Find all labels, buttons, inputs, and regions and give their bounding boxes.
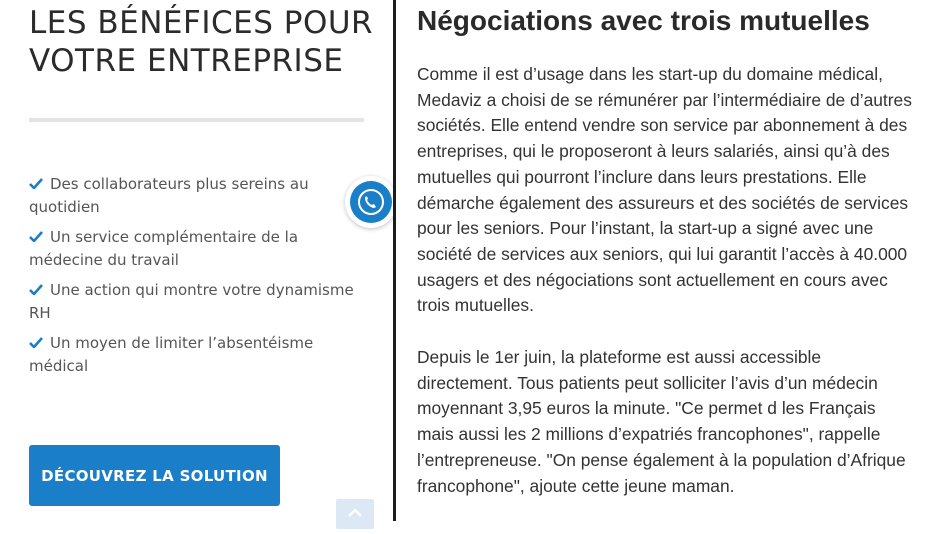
article-paragraph: Depuis le 1er juin, la plateforme est aussi accessible directement. Tous patients peut solliciter l’avis d’un médecin moyennant 3,95 euros la minute. "Ce permet d les Français mais aussi les 2 millions d’expatriés francophones", rappelle l’entrepreneuse. "On pense également à la population d’Afrique francophone", ajoute cette jeune maman. <box>417 347 906 496</box>
check-icon <box>29 284 43 295</box>
discover-solution-button[interactable]: DÉCOUVREZ LA SOLUTION <box>29 445 280 506</box>
list-item <box>29 226 369 272</box>
scroll-to-top-button[interactable] <box>336 499 374 529</box>
list-item <box>29 332 369 378</box>
article-panel <box>396 0 933 521</box>
list-item <box>29 279 369 325</box>
benefits-title: LES BÉNÉFICES POUR VOTRE ENTREPRISE <box>29 5 374 79</box>
call-button-circle <box>350 181 392 223</box>
benefit-text: Une action qui montre votre dynamisme RH <box>29 281 354 322</box>
chevron-up-icon <box>336 499 374 529</box>
benefit-text: Des collaborateurs plus sereins au quotidien <box>29 175 309 216</box>
list-item <box>29 173 369 219</box>
benefits-panel <box>0 0 392 521</box>
article-title: Négociations avec trois mutuelles <box>417 5 870 36</box>
benefit-text: Un service complémentaire de la médecine du travail <box>29 228 299 269</box>
benefits-list <box>29 173 369 385</box>
check-icon <box>29 337 43 348</box>
check-icon <box>29 231 43 242</box>
benefit-text: Un moyen de limiter l’absentéisme médical <box>29 334 314 375</box>
title-underline <box>29 118 364 122</box>
call-button[interactable] <box>345 176 397 228</box>
phone-icon <box>350 181 392 223</box>
article-paragraph: Comme il est d’usage dans les start-up du domaine médical, Medaviz a choisi de se rémunérer par l’intermédiaire de d’autres sociétés. Elle entend vendre son service par abonnement à des entreprises, qui le proposeront à leurs salariés, ainsi qu’à des mutuelles qui pourront l’inclure dans leurs prestations. Elle démarche également des assureurs et des sociétés de services pour les seniors. Pour l’instant, la start-up a signé avec une société de services aux seniors, qui lui garantit l’accès à 40.000 usagers et des négociations sont actuellement en cours avec trois mutuelles. <box>417 64 912 316</box>
check-icon <box>29 178 43 189</box>
